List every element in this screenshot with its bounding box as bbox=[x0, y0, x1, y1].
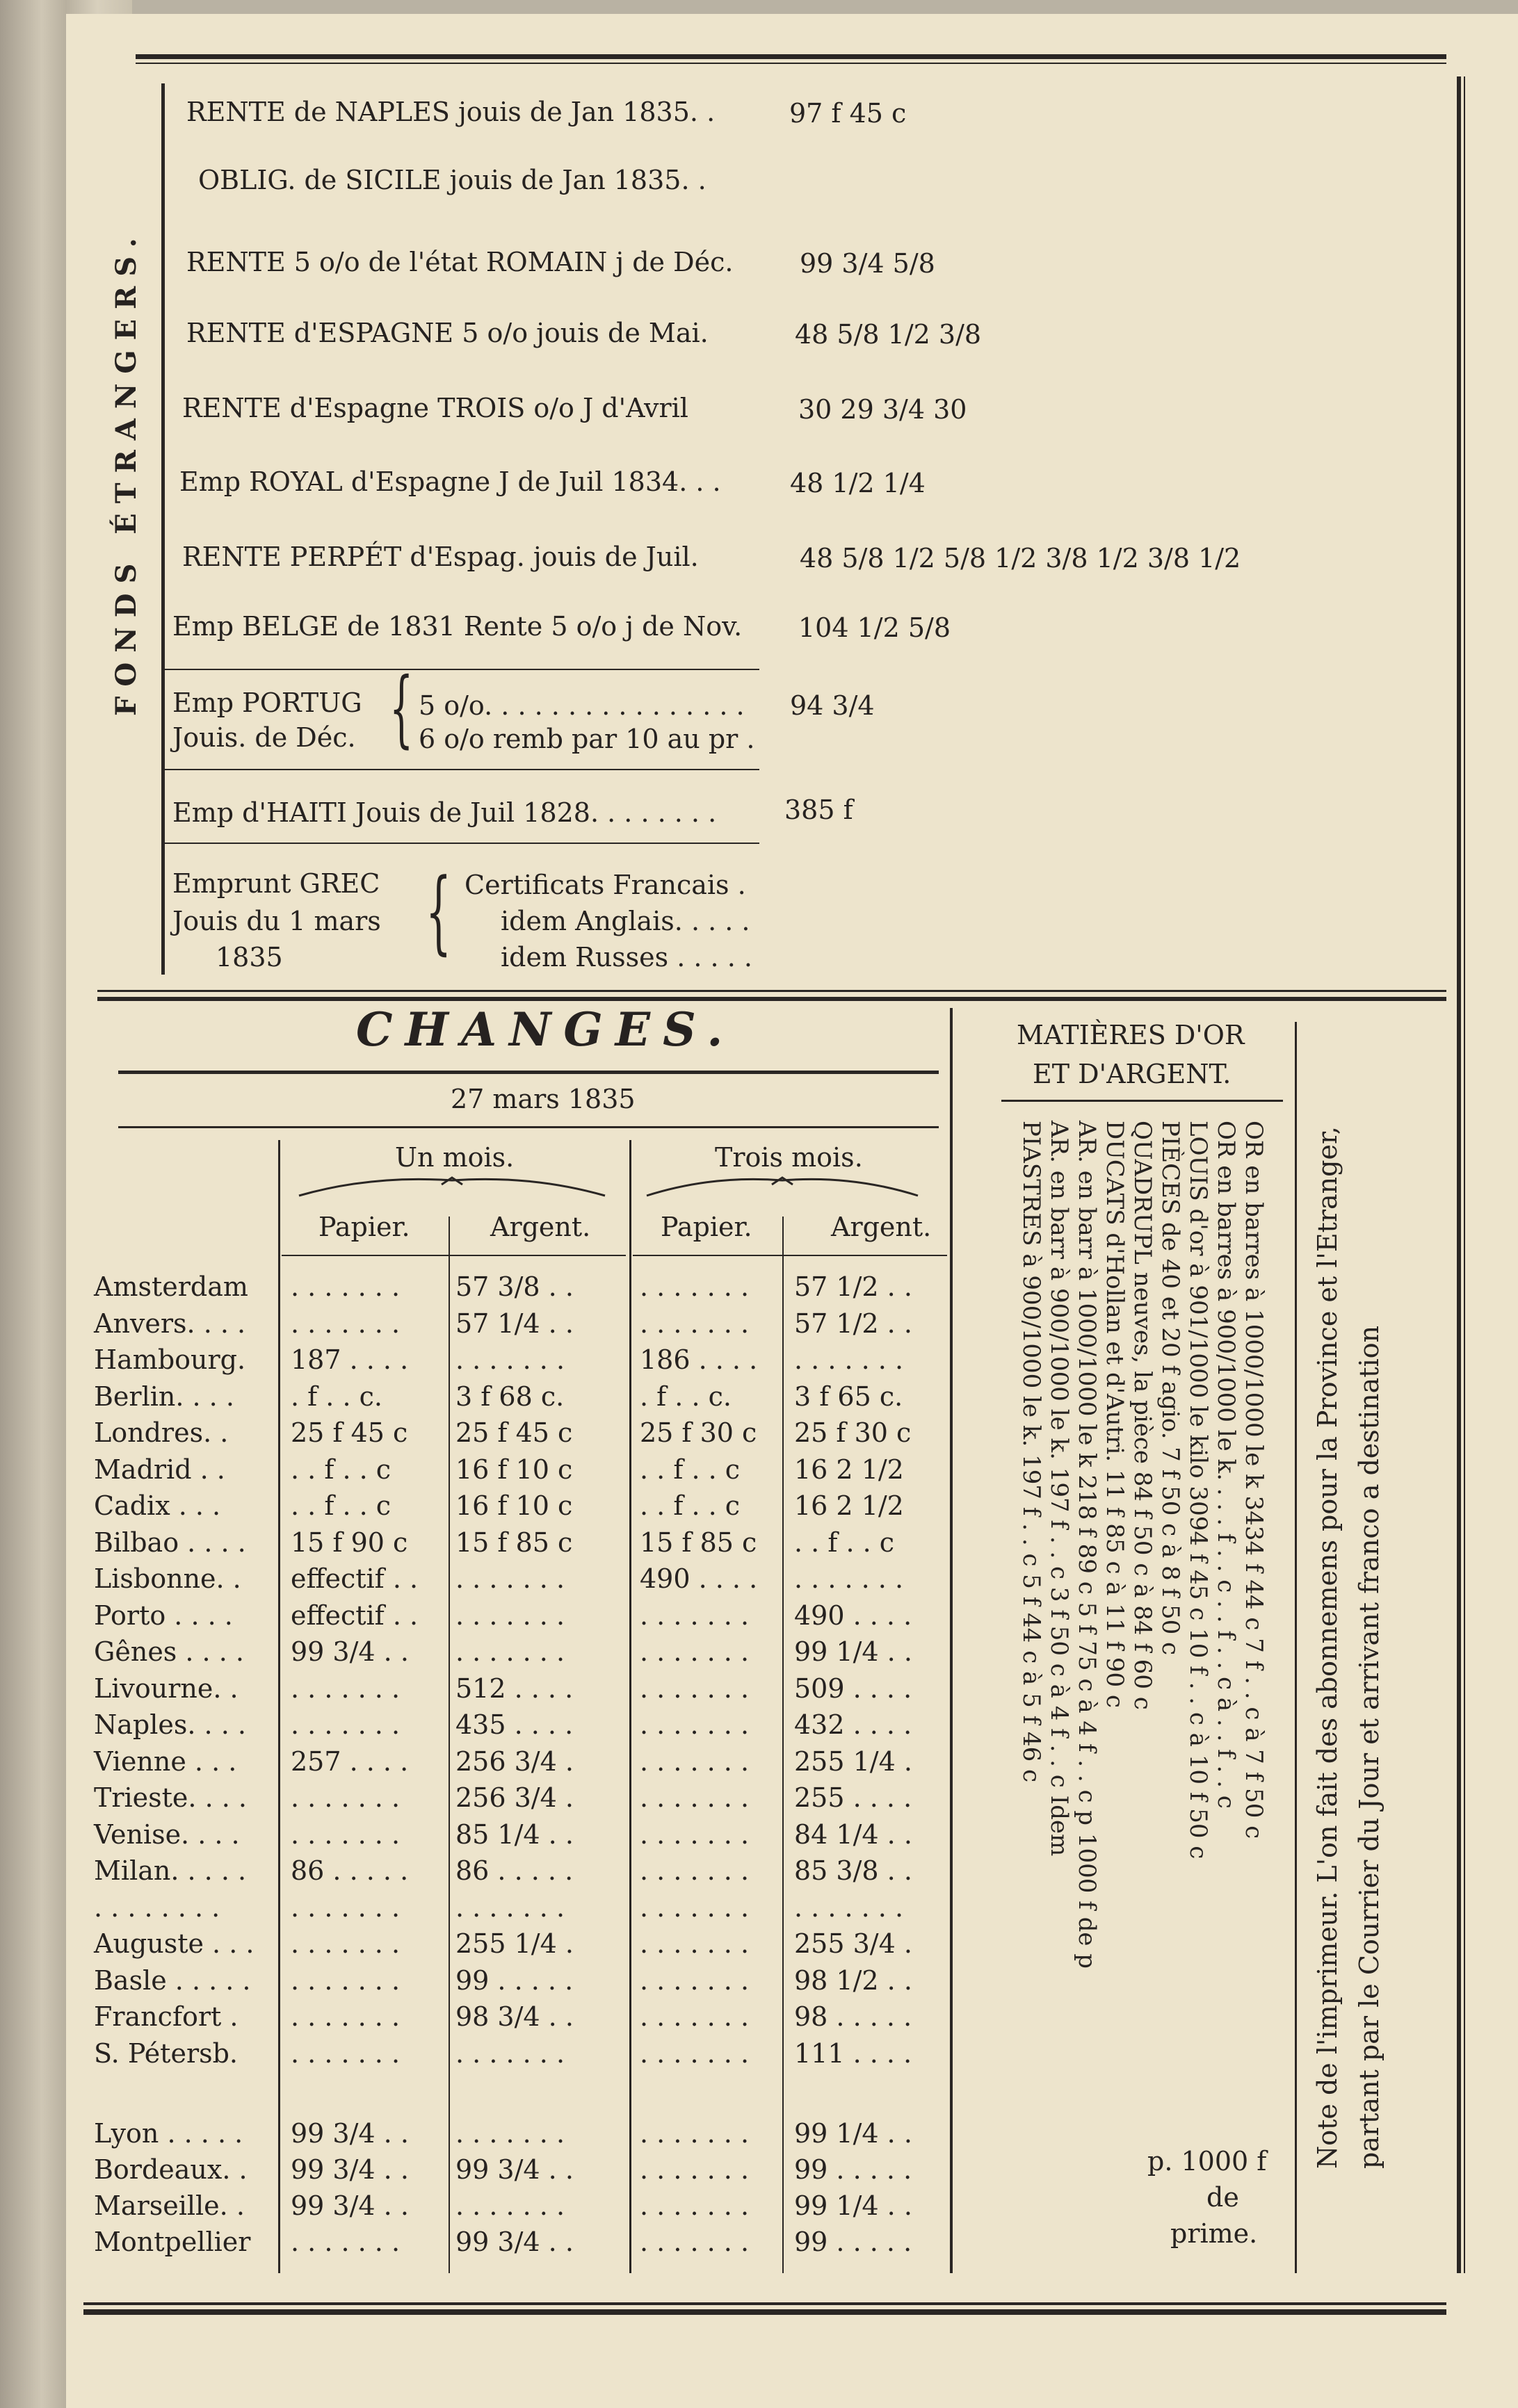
note-line1: Note de l'imprimeur. L'on fait des abonnemens pour la Province et l'Etranger, bbox=[1312, 1125, 1343, 2169]
change-cell: . . . . . . . bbox=[291, 1928, 401, 1959]
col-header-papier: Papier. bbox=[318, 1212, 410, 1242]
change-city: Naples. . . . bbox=[94, 1709, 246, 1740]
changes-title: CHANGES. bbox=[356, 1002, 736, 1057]
grec-brace: { bbox=[426, 859, 452, 964]
change-cell: 85 3/8 . . bbox=[794, 1855, 912, 1886]
change-cell: . . . . . . . bbox=[640, 2001, 750, 2032]
change-cell: 99 3/4 . . bbox=[291, 2118, 409, 2149]
swoosh-trois-mois bbox=[643, 1175, 921, 1203]
change-cell: 255 1/4 . bbox=[794, 1746, 912, 1777]
change-cell: 435 . . . . bbox=[455, 1709, 574, 1740]
change-cell: 15 f 85 c bbox=[455, 1527, 573, 1558]
change-cell: 3 f 65 c. bbox=[794, 1381, 903, 1412]
haiti-top-rule bbox=[161, 769, 759, 770]
change-cell: . . . . . . . bbox=[640, 1892, 750, 1923]
fonds-row-values: 97 f 45 c bbox=[789, 98, 907, 129]
change-cell: . . . . . . . bbox=[640, 1709, 750, 1740]
matieres-line: DUCATS d'Hollan et d'Autri. 11 f 85 c à 11 f 90 c bbox=[1101, 1121, 1129, 1708]
change-cell: 25 f 30 c bbox=[640, 1417, 757, 1448]
change-cell: . . . . . . . bbox=[640, 1965, 750, 1996]
change-cell: 99 1/4 . . bbox=[794, 2118, 912, 2149]
change-cell: 57 1/2 . . bbox=[794, 1271, 912, 1302]
change-cell: 25 f 45 c bbox=[291, 1417, 408, 1448]
portug-right-line1: 5 o/o. . . . . . . . . . . . . . . . bbox=[419, 690, 745, 721]
note-line2: partant par le Courrier du Jour et arrivant franco a destination bbox=[1354, 1325, 1384, 2169]
change-cell: . . . . . . . bbox=[291, 1965, 401, 1996]
change-cell: . . . . . . . bbox=[455, 1344, 565, 1375]
change-cell: 84 1/4 . . bbox=[794, 1819, 912, 1850]
change-city: S. Pétersb. bbox=[94, 2038, 239, 2069]
change-cell: 99 . . . . . bbox=[794, 2154, 912, 2185]
change-cell: 99 . . . . . bbox=[794, 2227, 912, 2257]
change-cell: 512 . . . . bbox=[455, 1673, 574, 1704]
paper-sheet bbox=[66, 14, 1518, 2408]
change-cell: . . . . . . . bbox=[640, 1855, 750, 1886]
matieres-title-rule bbox=[1001, 1100, 1283, 1102]
change-cell: . . . . . . . bbox=[291, 2001, 401, 2032]
change-cell: . . f . . c bbox=[291, 1490, 391, 1521]
change-cell: 98 . . . . . bbox=[794, 2001, 912, 2032]
change-cell: . f . . c. bbox=[640, 1381, 732, 1412]
change-cell: . . . . . . . bbox=[640, 2190, 750, 2221]
change-cell: 187 . . . . bbox=[291, 1344, 409, 1375]
matieres-line: AR. en barr à 900/1000 le k. 197 f . . c 3 f 50 c à 4 f . . c Idem bbox=[1045, 1121, 1073, 1857]
change-cell: 432 . . . . bbox=[794, 1709, 912, 1740]
changes-date-rule bbox=[118, 1126, 939, 1128]
change-cell: . . f . . c bbox=[640, 1454, 741, 1485]
bottom-rule bbox=[83, 2302, 1446, 2305]
change-city: Londres. . bbox=[94, 1417, 229, 1448]
change-cell: . . . . . . . bbox=[640, 1928, 750, 1959]
col-header-argent: Argent. bbox=[831, 1212, 932, 1242]
change-cell: 98 3/4 . . bbox=[455, 2001, 574, 2032]
change-cell: 98 1/2 . . bbox=[794, 1965, 912, 1996]
change-cell: . . . . . . . bbox=[794, 1563, 904, 1594]
change-city: Vienne . . . bbox=[94, 1746, 237, 1777]
col-header-rule bbox=[633, 1255, 947, 1256]
change-cell: . . . . . . . bbox=[794, 1344, 904, 1375]
note-divider bbox=[1295, 1022, 1297, 2273]
change-cell: 99 3/4 . . bbox=[455, 2227, 574, 2257]
change-city: Milan. . . . . bbox=[94, 1855, 247, 1886]
change-cell: 85 1/4 . . bbox=[455, 1819, 574, 1850]
change-city: Trieste. . . . bbox=[94, 1782, 247, 1813]
change-cell: . . . . . . . bbox=[640, 2154, 750, 2185]
change-city: Lyon . . . . . bbox=[94, 2118, 243, 2149]
change-cell: 15 f 85 c bbox=[640, 1527, 757, 1558]
fonds-row-label: RENTE PERPÉT d'Espag. jouis de Juil. bbox=[182, 542, 699, 572]
col-header-argent: Argent. bbox=[490, 1212, 591, 1242]
change-cell: effectif . . bbox=[291, 1600, 419, 1631]
fonds-section-label: FONDS ÉTRANGERS. bbox=[110, 228, 143, 716]
portug-right-line2: 6 o/o remb par 10 au pr . bbox=[419, 724, 755, 754]
change-cell: . . . . . . . bbox=[640, 2227, 750, 2257]
fonds-row-label: Emp ROYAL d'Espagne J de Juil 1834. . . bbox=[179, 466, 721, 497]
change-cell: 16 f 10 c bbox=[455, 1454, 573, 1485]
col-divider-matieres bbox=[950, 1008, 953, 2273]
change-cell: 16 2 1/2 bbox=[794, 1490, 904, 1521]
fonds-row-label: RENTE d'Espagne TROIS o/o J d'Avril bbox=[182, 393, 688, 423]
change-city: Francfort . bbox=[94, 2001, 239, 2032]
change-cell: 186 . . . . bbox=[640, 1344, 758, 1375]
section-separator bbox=[97, 990, 1446, 992]
matieres-title-line1: MATIÈRES D'OR bbox=[1017, 1020, 1245, 1050]
change-cell: 509 . . . . bbox=[794, 1673, 912, 1704]
portug-value: 94 3/4 bbox=[790, 690, 875, 721]
change-cell: 490 . . . . bbox=[640, 1563, 758, 1594]
fonds-row-label: RENTE de NAPLES jouis de Jan 1835. . bbox=[186, 97, 716, 127]
fonds-row-values: 104 1/2 5/8 bbox=[798, 612, 951, 643]
change-cell: . . . . . . . bbox=[291, 1673, 401, 1704]
group-header-un-mois: Un mois. bbox=[395, 1142, 515, 1173]
fonds-row-values: 99 3/4 5/8 bbox=[800, 248, 935, 279]
change-city: Bilbao . . . . bbox=[94, 1527, 246, 1558]
top-rule-thin bbox=[136, 63, 1446, 64]
change-cell: 57 3/8 . . bbox=[455, 1271, 574, 1302]
change-cell: . . . . . . . bbox=[455, 2118, 565, 2149]
change-cell: . . . . . . . bbox=[794, 1892, 904, 1923]
matieres-line: PIÈCES de 40 et 20 f agio. 7 f 50 c à 8 f 50 c bbox=[1156, 1121, 1184, 1656]
change-cell: . . . . . . . bbox=[291, 1892, 401, 1923]
matieres-line: AR. en barr à 1000/1000 le k 218 f 89 c 5 f 75 c à 4 f . . c p 1000 f de p bbox=[1073, 1121, 1101, 1969]
fonds-row-values: 48 5/8 1/2 3/8 bbox=[795, 319, 982, 350]
change-cell: . . . . . . . bbox=[640, 1782, 750, 1813]
change-cell: . . . . . . . bbox=[640, 1600, 750, 1631]
change-cell: . . . . . . . bbox=[640, 2118, 750, 2149]
right-border bbox=[1457, 76, 1461, 2273]
change-city: Berlin. . . . bbox=[94, 1381, 234, 1412]
change-cell: . . . . . . . bbox=[291, 1819, 401, 1850]
changes-date: 27 mars 1835 bbox=[451, 1084, 636, 1114]
changes-title-rule bbox=[118, 1071, 939, 1074]
col-divider-month bbox=[629, 1140, 631, 2273]
change-cell: . . . . . . . bbox=[640, 1271, 750, 1302]
change-city: Auguste . . . bbox=[94, 1928, 255, 1959]
change-cell: . . . . . . . bbox=[640, 1308, 750, 1339]
change-city: Basle . . . . . bbox=[94, 1965, 251, 1996]
change-cell: . . . . . . . bbox=[291, 1308, 401, 1339]
change-cell: . . . . . . . bbox=[291, 2227, 401, 2257]
change-cell: 16 2 1/2 bbox=[794, 1454, 904, 1485]
grec-left-line3: 1835 bbox=[216, 942, 283, 973]
change-city: Lisbonne. . bbox=[94, 1563, 241, 1594]
change-city: Hambourg. bbox=[94, 1344, 246, 1375]
haiti-label: Emp d'HAITI Jouis de Juil 1828. . . . . . . . bbox=[172, 797, 717, 828]
matieres-line: PIASTRES à 900/1000 le k. 197 f . . c 5 f 44 c à 5 f 46 c bbox=[1017, 1121, 1045, 1783]
portug-brace: { bbox=[389, 660, 414, 757]
change-cell: . . . . . . . bbox=[455, 1563, 565, 1594]
prime-line3: prime. bbox=[1170, 2218, 1258, 2249]
change-cell: . . . . . . . bbox=[640, 2038, 750, 2069]
change-city: Cadix . . . bbox=[94, 1490, 221, 1521]
change-cell: 86 . . . . . bbox=[455, 1855, 574, 1886]
col-header-rule bbox=[282, 1255, 626, 1256]
change-cell: 111 . . . . bbox=[794, 2038, 912, 2069]
fonds-row-label: RENTE 5 o/o de l'état ROMAIN j de Déc. bbox=[186, 247, 734, 277]
change-cell: 99 1/4 . . bbox=[794, 1636, 912, 1667]
prime-line1: p. 1000 f bbox=[1147, 2146, 1267, 2177]
grec-left-line2: Jouis du 1 mars bbox=[172, 906, 381, 936]
change-cell: 99 3/4 . . bbox=[291, 1636, 409, 1667]
change-cell: 16 f 10 c bbox=[455, 1490, 573, 1521]
change-cell: 256 3/4 . bbox=[455, 1782, 574, 1813]
change-cell: . . . . . . . bbox=[291, 1709, 401, 1740]
change-cell: 86 . . . . . bbox=[291, 1855, 409, 1886]
change-cell: . . . . . . . bbox=[455, 1892, 565, 1923]
change-cell: . . . . . . . bbox=[291, 1271, 401, 1302]
group-header-trois-mois: Trois mois. bbox=[715, 1142, 863, 1173]
change-cell: . . . . . . . bbox=[640, 1746, 750, 1777]
change-cell: . . . . . . . bbox=[640, 1636, 750, 1667]
change-cell: . . . . . . . bbox=[455, 2038, 565, 2069]
change-city: . . . . . . . . bbox=[94, 1892, 220, 1923]
change-cell: 25 f 30 c bbox=[794, 1417, 912, 1448]
matieres-line: LOUIS d'or à 901/1000 le kilo 3094 f 45 c 10 f . . c à 10 f 50 c bbox=[1184, 1121, 1212, 1860]
change-cell: . . . . . . . bbox=[455, 2190, 565, 2221]
portug-left-line2: Jouis. de Déc. bbox=[172, 722, 356, 753]
fonds-row-values: 48 1/2 1/4 bbox=[790, 468, 926, 498]
change-cell: 490 . . . . bbox=[794, 1600, 912, 1631]
change-city: Porto . . . . bbox=[94, 1600, 233, 1631]
swoosh-un-mois bbox=[296, 1175, 608, 1203]
fonds-row-values: 48 5/8 1/2 5/8 1/2 3/8 1/2 3/8 1/2 bbox=[800, 543, 1241, 573]
prime-line2: de bbox=[1206, 2182, 1239, 2213]
matieres-title-line2: ET D'ARGENT. bbox=[1033, 1059, 1232, 1089]
section-separator-thick bbox=[97, 997, 1446, 1001]
fonds-row-values: 30 29 3/4 30 bbox=[798, 394, 967, 425]
portug-left-line1: Emp PORTUG bbox=[172, 688, 362, 718]
change-cell: 99 3/4 . . bbox=[455, 2154, 574, 2185]
grec-right-line3: idem Russes . . . . . bbox=[501, 942, 752, 973]
change-cell: . . f . . c bbox=[291, 1454, 391, 1485]
grec-left-line1: Emprunt GREC bbox=[172, 868, 380, 899]
change-cell: 25 f 45 c bbox=[455, 1417, 573, 1448]
change-cell: effectif . . bbox=[291, 1563, 419, 1594]
grec-right-line1: Certificats Francais . bbox=[465, 870, 746, 900]
change-cell: . . . . . . . bbox=[455, 1636, 565, 1667]
change-cell: 99 3/4 . . bbox=[291, 2154, 409, 2185]
change-cell: . f . . c. bbox=[291, 1381, 382, 1412]
top-rule bbox=[136, 54, 1446, 59]
change-cell: . . . . . . . bbox=[640, 1673, 750, 1704]
col-divider-um bbox=[449, 1217, 450, 2273]
grec-top-rule bbox=[161, 843, 759, 844]
right-border-thin bbox=[1464, 76, 1465, 2273]
change-city: Venise. . . . bbox=[94, 1819, 240, 1850]
col-divider-tm bbox=[782, 1217, 784, 2273]
change-city: Marseille. . bbox=[94, 2190, 245, 2221]
change-cell: 3 f 68 c. bbox=[455, 1381, 565, 1412]
change-city: Madrid . . bbox=[94, 1454, 225, 1485]
change-city: Amsterdam bbox=[94, 1271, 248, 1302]
change-city: Livourne. . bbox=[94, 1673, 239, 1704]
change-cell: 99 . . . . . bbox=[455, 1965, 574, 1996]
change-cell: 257 . . . . bbox=[291, 1746, 409, 1777]
change-city: Bordeaux. . bbox=[94, 2154, 248, 2185]
bottom-rule-thick bbox=[83, 2309, 1446, 2315]
change-cell: . . f . . c bbox=[640, 1490, 741, 1521]
fonds-row-label: OBLIG. de SICILE jouis de Jan 1835. . bbox=[198, 165, 706, 195]
fonds-row-label: Emp BELGE de 1831 Rente 5 o/o j de Nov. bbox=[172, 611, 743, 642]
fonds-left-rule bbox=[161, 83, 165, 975]
change-cell: 255 . . . . bbox=[794, 1782, 912, 1813]
change-city: Gênes . . . . bbox=[94, 1636, 244, 1667]
change-cell: 15 f 90 c bbox=[291, 1527, 408, 1558]
change-cell: . . . . . . . bbox=[640, 1819, 750, 1850]
grec-right-line2: idem Anglais. . . . . bbox=[501, 906, 750, 936]
change-cell: . . . . . . . bbox=[291, 2038, 401, 2069]
change-cell: 99 3/4 . . bbox=[291, 2190, 409, 2221]
fonds-row-label: RENTE d'ESPAGNE 5 o/o jouis de Mai. bbox=[186, 318, 709, 348]
col-header-papier: Papier. bbox=[661, 1212, 752, 1242]
col-divider-city bbox=[278, 1140, 280, 2273]
change-city: Anvers. . . . bbox=[94, 1308, 246, 1339]
haiti-value: 385 f bbox=[784, 795, 853, 825]
change-cell: . . . . . . . bbox=[291, 1782, 401, 1813]
change-cell: 255 3/4 . bbox=[794, 1928, 912, 1959]
change-cell: 57 1/4 . . bbox=[455, 1308, 574, 1339]
change-cell: 256 3/4 . bbox=[455, 1746, 574, 1777]
matieres-line: OR en barres à 1000/1000 le k 3434 f 44 c 7 f . . c à 7 f 50 c bbox=[1240, 1121, 1268, 1839]
change-cell: 255 1/4 . bbox=[455, 1928, 574, 1959]
change-cell: 57 1/2 . . bbox=[794, 1308, 912, 1339]
matieres-line: OR en barres à 900/1000 le k. . . . f . . c . . f . . c à . . f . . c bbox=[1212, 1121, 1240, 1809]
change-cell: 99 1/4 . . bbox=[794, 2190, 912, 2221]
portug-top-rule bbox=[161, 669, 759, 670]
matieres-line: QUADRUPL neuves, la pièce 84 f 50 c à 84 f 60 c bbox=[1129, 1121, 1156, 1710]
change-city: Montpellier bbox=[94, 2227, 251, 2257]
change-cell: . . f . . c bbox=[794, 1527, 895, 1558]
change-cell: . . . . . . . bbox=[455, 1600, 565, 1631]
